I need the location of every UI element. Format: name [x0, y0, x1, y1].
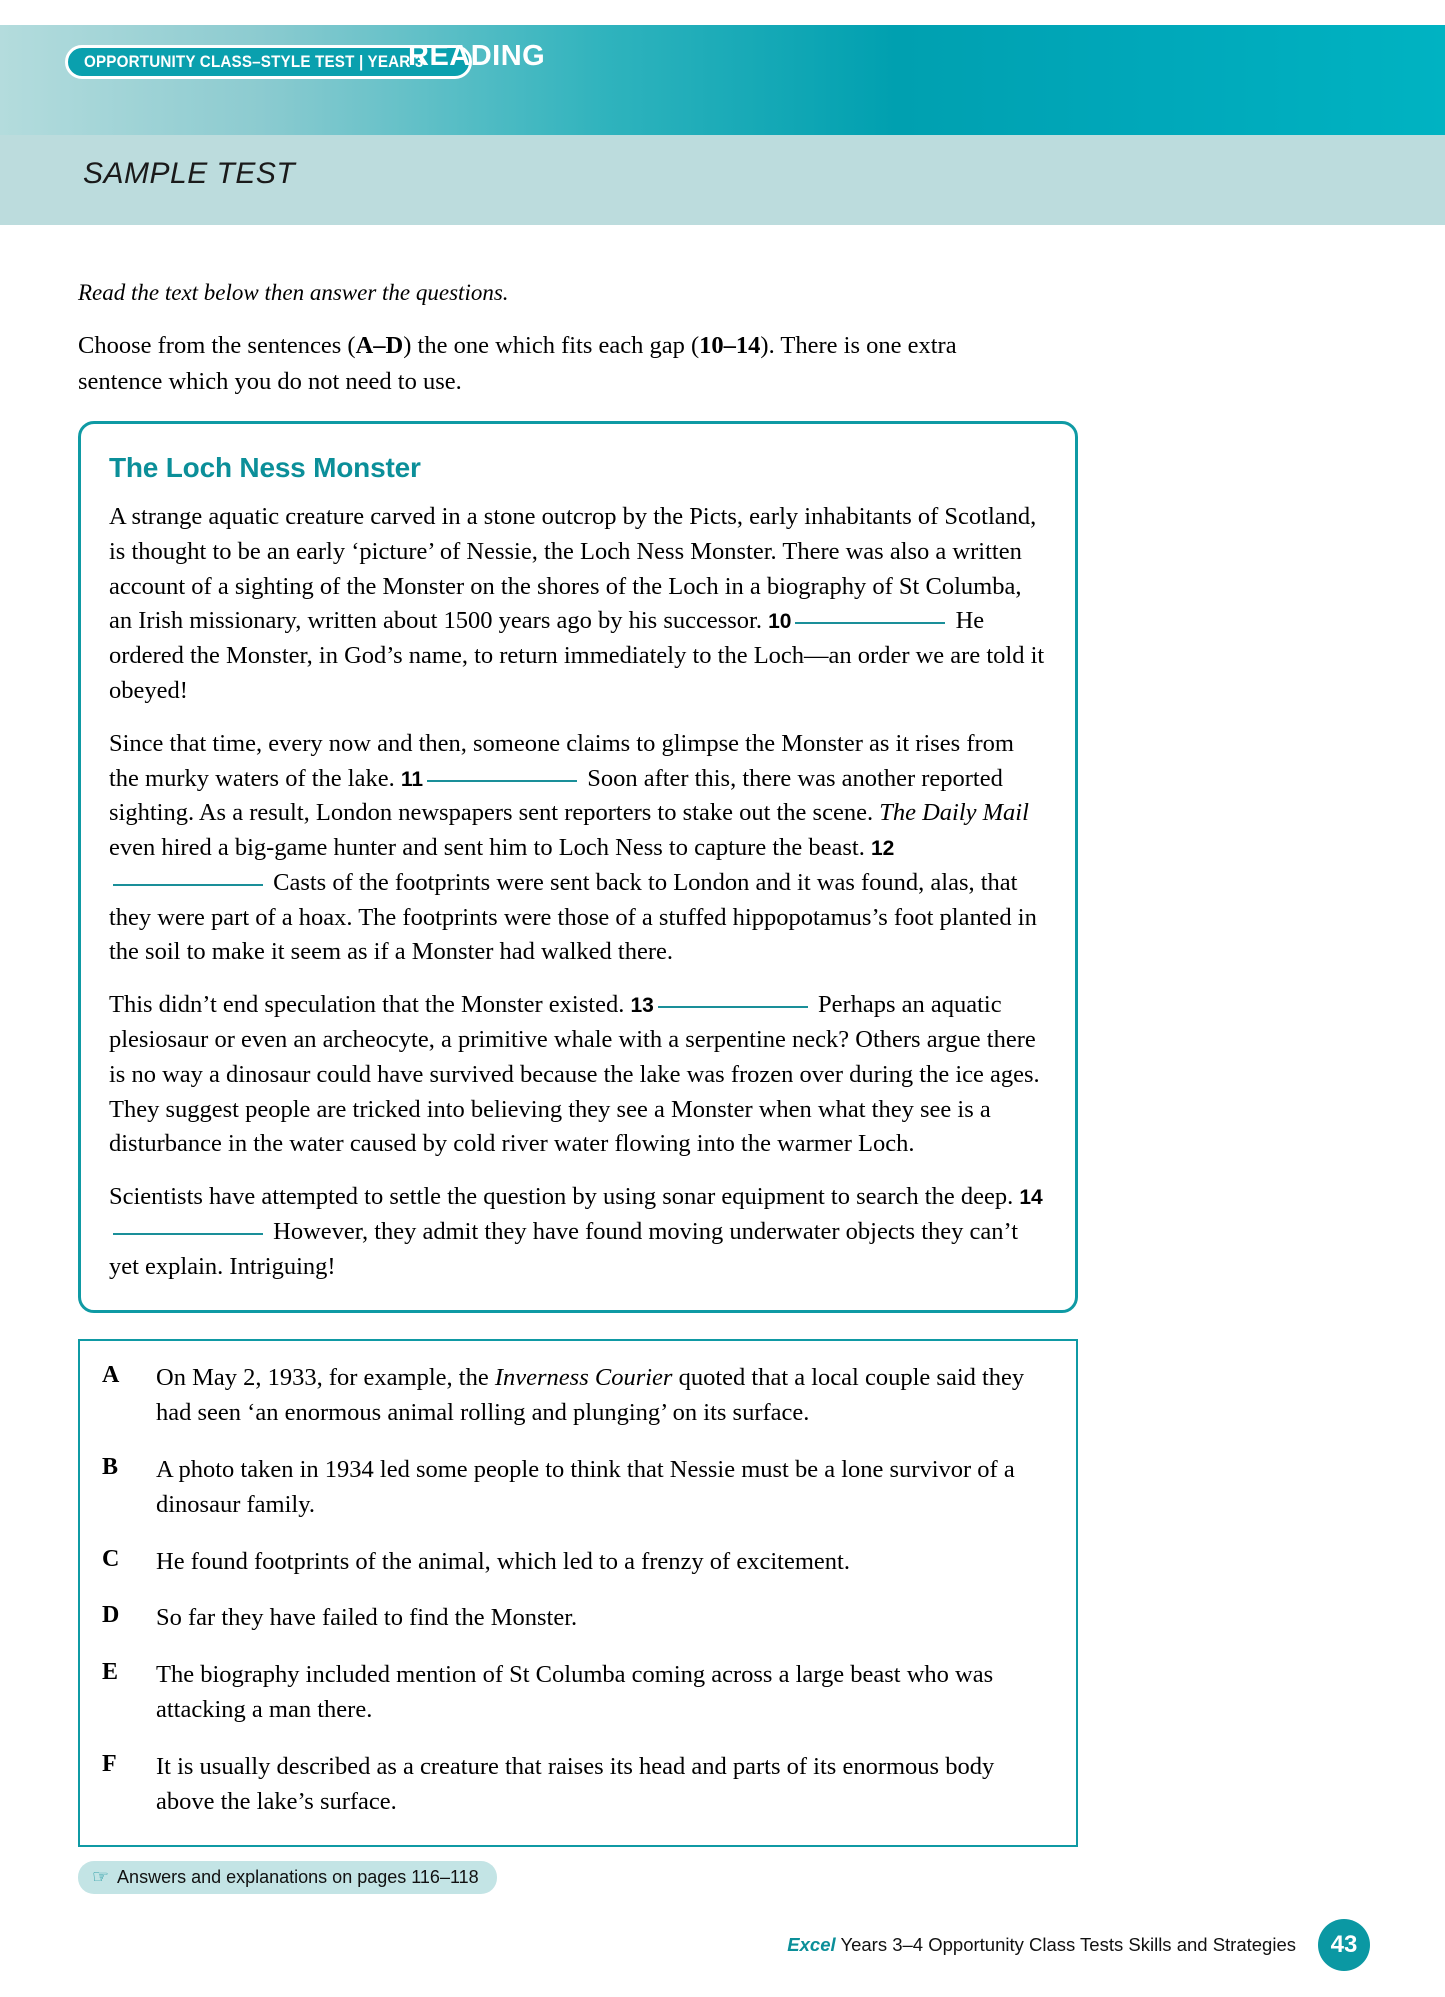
gap-number-11: 11 [400, 767, 424, 791]
paragraph-2-before: Since that time, every now and then, someone claims to glimpse the Monster as it rises from the murky waters of the lake. [109, 729, 1014, 792]
gap-blank-11[interactable] [427, 780, 577, 782]
passage-paragraph-2 [109, 727, 1047, 970]
option-row-f[interactable] [102, 1750, 1050, 1820]
main-content [0, 277, 1445, 1981]
paragraph-2-italic-title: The Daily Mail [879, 799, 1029, 827]
instruction-part-2: ) the one which fits each gap ( [403, 332, 700, 360]
gap-blank-13[interactable] [658, 1006, 808, 1008]
option-row-d[interactable] [102, 1601, 1050, 1636]
gap-blank-10[interactable] [795, 622, 945, 624]
paragraph-2-mid2: even hired a big-game hunter and sent him to Loch Ness to capture the beast. [109, 834, 865, 862]
option-a-before: On May 2, 1933, for example, the [156, 1364, 495, 1392]
page-title: READING [408, 40, 546, 72]
footer-brand: Excel [787, 1934, 836, 1956]
answer-options-box [78, 1339, 1078, 1847]
passage-box [78, 421, 1078, 1313]
header-top-band [0, 25, 1445, 135]
instruction-choose-sentences [78, 328, 1023, 399]
option-text-f: It is usually described as a creature that raises its head and parts of its enormous body above the lake’s surface. [156, 1752, 995, 1815]
paragraph-3-after: Perhaps an aquatic plesiosaur or even an archeocyte, a primitive whale with a serpentine neck? Others argue there is no way a dinosaur could have survived because the lake was frozen over during the ice ages. They suggest people are tricked into believing they see a Monster when what they see is a disturbance in the water caused by cold river water flowing into the warmer Loch. [109, 991, 1040, 1158]
option-text-c: He found footprints of the animal, which led to a frenzy of excitement. [156, 1547, 850, 1575]
gap-blank-14[interactable] [113, 1233, 263, 1235]
option-text-b: A photo taken in 1934 led some people to think that Nessie must be a lone survivor of a dinosaur family. [156, 1456, 1015, 1518]
paragraph-4-after: However, they admit they have found moving underwater objects they can’t yet explain. Intriguing! [109, 1217, 1019, 1280]
instruction-part-3: ). There is one extra sentence which you do not need to use. [78, 332, 957, 395]
instruction-range-numbers: 10–14 [699, 332, 761, 360]
paragraph-4-before: Scientists have attempted to settle the question by using sonar equipment to search the deep. [109, 1183, 1014, 1211]
header-lower-band [0, 135, 1445, 225]
instruction-part-1: Choose from the sentences ( [78, 332, 356, 360]
footer-credit-text: Years 3–4 Opportunity Class Tests Skills and Strategies [835, 1934, 1296, 1956]
option-row-a[interactable] [102, 1361, 1050, 1431]
option-letter-d: D [102, 1602, 120, 1629]
option-a-italic: Inverness Courier [494, 1364, 673, 1392]
answers-reference-chip [78, 1861, 497, 1894]
option-row-b[interactable] [102, 1453, 1050, 1523]
passage-title: The Loch Ness Monster [109, 452, 421, 484]
option-letter-b: B [102, 1454, 119, 1481]
page-header [0, 0, 1445, 225]
paragraph-2-mid: Soon after this, there was another reported sighting. As a result, London newspapers sent reporters to stake out the scene. [109, 764, 1003, 827]
gap-blank-12[interactable] [113, 884, 263, 886]
instruction-read-text: Read the text below then answer the questions. [78, 280, 509, 305]
option-letter-a: A [102, 1362, 120, 1389]
gap-number-13: 13 [630, 994, 654, 1018]
option-letter-e: E [102, 1659, 119, 1686]
option-text-e: The biography included mention of St Columba coming across a large beast who was attacking a man there. [156, 1661, 994, 1723]
paragraph-2-after: Casts of the footprints were sent back to London and it was found, alas, that they were part of a hoax. The footprints were those of a stuffed hippopotamus’s foot planted in the soil to make it seem as if a Monster had walked there. [109, 868, 1037, 966]
option-row-c[interactable] [102, 1545, 1050, 1580]
option-text-a [156, 1361, 1050, 1431]
answers-reference-label: Answers and explanations on pages 116–118 [117, 1867, 479, 1888]
option-text-d: So far they have failed to find the Monster. [156, 1604, 578, 1632]
paragraph-1-after: He ordered the Monster, in God’s name, to return immediately to the Loch—an order we are told it obeyed! [109, 607, 1045, 704]
paragraph-1-before: A strange aquatic creature carved in a stone outcrop by the Picts, early inhabitants of Scotland, is thought to be an early ‘picture’ of Nessie, the Loch Ness Monster. There was also a written account of a sighting of the Monster on the shores of the Loch in a biography of St Columba, an Irish missionary, written about 1500 years ago by his successor. [109, 503, 1037, 635]
footer-credit [787, 1934, 1296, 1956]
page-number-badge: 43 [1318, 1919, 1370, 1971]
passage-paragraph-4 [109, 1180, 1047, 1284]
option-row-e[interactable] [102, 1658, 1050, 1728]
pointing-hand-icon: ☞ [92, 1867, 110, 1889]
page-footer [78, 1861, 1370, 1981]
option-letter-f: F [102, 1750, 117, 1777]
test-type-label: OPPORTUNITY CLASS–STYLE TEST | YEAR 3 [84, 52, 424, 71]
option-letter-c: C [102, 1545, 120, 1572]
sample-test-label: SAMPLE TEST [83, 157, 296, 190]
passage-paragraph-3 [109, 988, 1047, 1162]
gap-number-10: 10 [768, 610, 792, 634]
instruction-range-letters: A–D [355, 332, 404, 360]
gap-number-12: 12 [870, 837, 895, 861]
gap-number-14: 14 [1019, 1186, 1043, 1210]
paragraph-3-before: This didn’t end speculation that the Monster existed. [109, 991, 625, 1019]
passage-paragraph-1 [109, 500, 1047, 709]
footer-bottom-row [787, 1919, 1370, 1971]
option-a-after: quoted that a local couple said they had seen ‘an enormous animal rolling and plunging’ on its surface. [156, 1364, 1025, 1427]
